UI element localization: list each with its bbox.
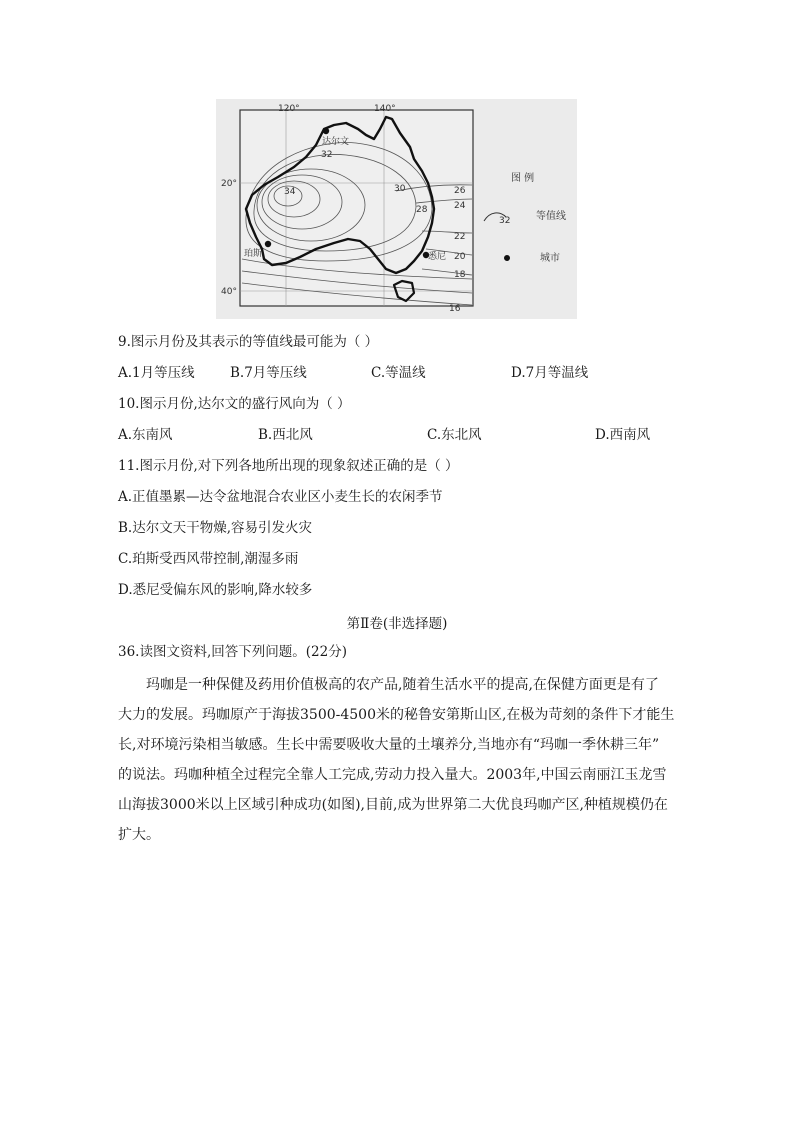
question-36-line-6: 扩大。	[118, 827, 160, 843]
isoline-label-28: 28	[416, 205, 428, 215]
isoline-label-24: 24	[454, 201, 466, 211]
australia-isoline-map	[216, 99, 577, 319]
question-36-line-2: 大力的发展。玛咖原产于海拔3500-4500米的秘鲁安第斯山区,在极为苛刻的条件下才能生	[118, 707, 675, 723]
isoline-label-22: 22	[454, 232, 466, 242]
isoline-label-18: 18	[454, 270, 466, 280]
question-10-option-a: A.东南风	[118, 427, 173, 443]
latitude-label-20: 20°	[221, 179, 237, 189]
question-36-stem: 36.读图文资料,回答下列问题。(22分)	[118, 644, 347, 660]
section-title: 第Ⅱ卷(非选择题)	[346, 616, 448, 632]
question-9-option-b: B.7月等压线	[230, 365, 307, 381]
question-10-option-b: B.西北风	[258, 427, 313, 443]
question-9-stem: 9.图示月份及其表示的等值线最可能为（ ）	[118, 334, 379, 350]
isoline-label-34: 34	[284, 187, 296, 197]
question-36-line-1: 玛咖是一种保健及药用价值极高的农产品,随着生活水平的提高,在保健方面更是有了	[146, 677, 659, 693]
latitude-label-40: 40°	[221, 287, 237, 297]
question-11-option-c: C.珀斯受西风带控制,潮湿多雨	[118, 551, 299, 567]
city-label-darwin: 达尔文	[322, 137, 350, 147]
question-11-option-d: D.悉尼受偏东风的影响,降水较多	[118, 582, 313, 598]
question-10-stem: 10.图示月份,达尔文的盛行风向为（ ）	[118, 396, 351, 412]
legend-city-label: 城市	[540, 253, 560, 264]
question-10-option-c: C.东北风	[427, 427, 482, 443]
legend-title: 图 例	[511, 173, 535, 184]
question-11-stem: 11.图示月份,对下列各地所出现的现象叙述正确的是（ ）	[118, 458, 459, 474]
question-10-option-d: D.西南风	[595, 427, 651, 443]
map-legend	[484, 171, 566, 264]
question-9-option-a: A.1月等压线	[118, 365, 195, 381]
isoline-label-20: 20	[454, 252, 466, 262]
isoline-label-32: 32	[321, 150, 333, 160]
city-label-perth: 珀斯	[244, 249, 263, 259]
question-9-option-d: D.7月等温线	[511, 365, 589, 381]
isoline-label-26: 26	[454, 186, 466, 196]
city-perth-dot	[265, 241, 271, 247]
map-svg	[216, 99, 577, 319]
longitude-label-140: 140°	[374, 104, 396, 114]
legend-city-dot	[504, 255, 510, 261]
isoline-label-16: 16	[449, 304, 461, 314]
legend-isoline-value: 32	[499, 216, 511, 226]
legend-isoline-label: 等值线	[536, 211, 566, 222]
question-9-option-c: C.等温线	[371, 365, 426, 381]
question-36-line-5: 山海拔3000米以上区域引种成功(如图),目前,成为世界第二大优良玛咖产区,种植规模仍在	[118, 797, 668, 813]
city-label-sydney: 悉尼	[428, 252, 447, 262]
longitude-label-120: 120°	[278, 104, 300, 114]
question-36-line-4: 的说法。玛咖种植全过程完全靠人工完成,劳动力投入量大。2003年,中国云南丽江玉龙雪	[118, 767, 667, 783]
isoline-label-30: 30	[394, 184, 406, 194]
question-36-line-3: 长,对环境污染相当敏感。生长中需要吸收大量的土壤养分,当地亦有“玛咖一季休耕三年”	[118, 737, 660, 753]
map-frame	[240, 110, 473, 306]
question-11-option-b: B.达尔文天干物燥,容易引发火灾	[118, 520, 313, 536]
city-darwin-dot	[323, 128, 329, 134]
question-11-option-a: A.正值墨累—达令盆地混合农业区小麦生长的农闲季节	[118, 489, 443, 505]
